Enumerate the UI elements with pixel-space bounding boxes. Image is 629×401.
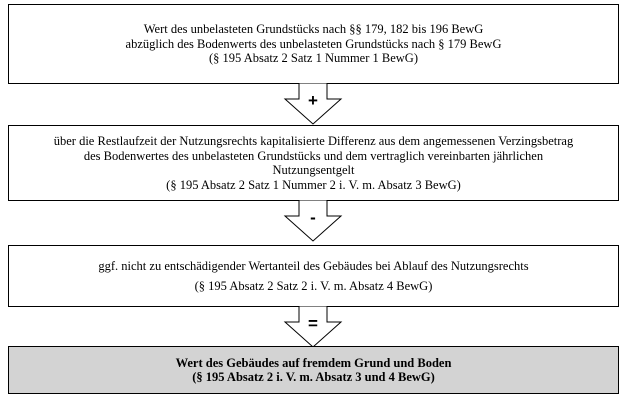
flow-arrow-minus <box>283 200 343 242</box>
valuation-step-box-3 <box>8 245 619 307</box>
box-3-line-1: ggf. nicht zu entschädigender Wertanteil des Gebäudes bei Ablauf des Nutzungsrechts <box>98 258 529 273</box>
box-2-line-2: des Bodenwertes des unbelasteten Grundstücks und dem vertraglich vereinbarten jährlichen <box>83 148 544 163</box>
valuation-step-box-1 <box>8 4 619 84</box>
box-1-line-1: Wert des unbelasteten Grundstücks nach §§ 179, 182 bis 196 BewG <box>143 22 484 37</box>
valuation-step-box-2 <box>8 125 619 201</box>
result-line-1: Wert des Gebäudes auf fremdem Grund und Boden <box>175 355 452 370</box>
box-3-line-2: (§ 195 Absatz 2 Satz 2 i. V. m. Absatz 4 BewG) <box>194 279 433 293</box>
flow-arrow-plus <box>283 83 343 125</box>
box-1-line-3: (§ 195 Absatz 2 Satz 1 Nummer 1 BewG) <box>209 51 418 66</box>
operator-equals: = <box>308 314 318 333</box>
box-2-line-4: (§ 195 Absatz 2 Satz 1 Nummer 2 i. V. m. Absatz 3 BewG) <box>166 177 461 192</box>
operator-plus: + <box>308 91 318 110</box>
result-box <box>8 346 619 394</box>
box-2-line-3: Nutzungsentgelt <box>272 163 355 177</box>
result-line-2: (§ 195 Absatz 2 i. V. m. Absatz 3 und 4 BewG) <box>192 370 435 384</box>
flow-arrow-equals <box>283 306 343 348</box>
operator-minus: - <box>310 208 316 227</box>
box-2-line-1: über die Restlaufzeit der Nutzungsrechts kapitalisierte Differenz aus dem angemessenen Verzingsbetrag <box>53 134 574 148</box>
box-1-line-2: abzüglich des Bodenwerts des unbelasteten Grundstücks nach § 179 BewG <box>125 36 502 51</box>
